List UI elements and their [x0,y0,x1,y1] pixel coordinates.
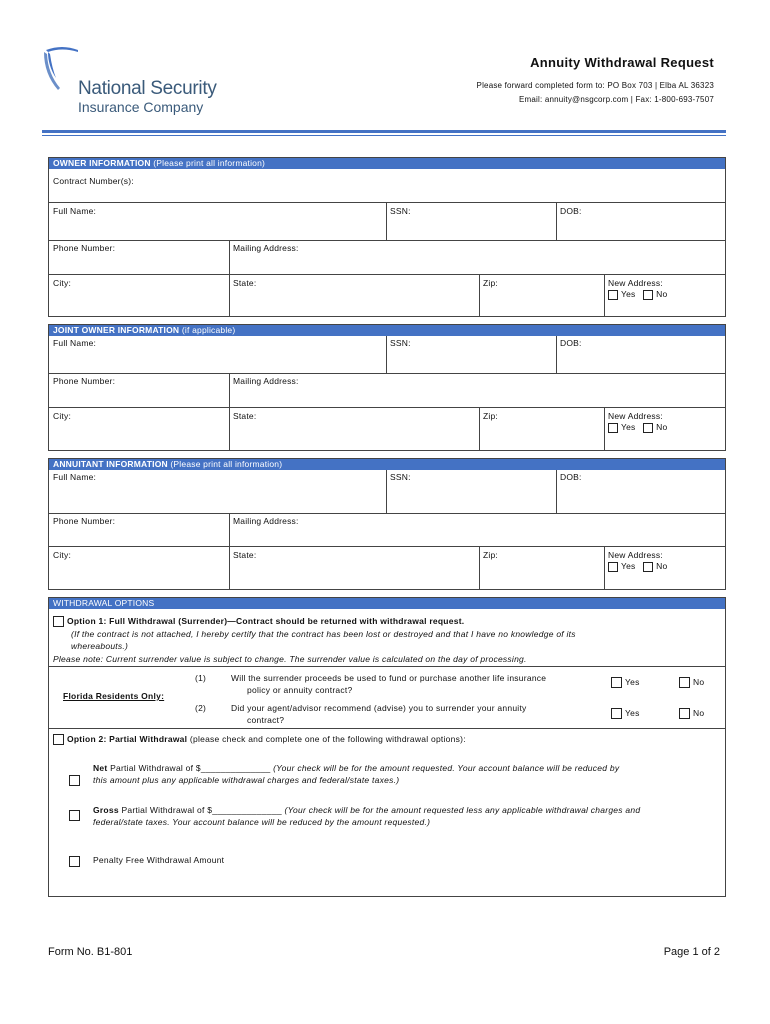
q2-line2: contract? [247,715,285,725]
owner-row-divider [49,202,725,203]
q1-line2: policy or annuity contract? [247,685,353,695]
contact-line: Email: annuity@nsgcorp.com | Fax: 1-800-693-7507 [518,95,714,104]
joint-owner-information-section [48,324,726,451]
annuitant-new-address-label: New Address: [608,550,663,560]
owner-section-header [49,158,725,169]
header-rule-thick [42,130,726,133]
q1-no-label: No [693,677,705,687]
net-label: Net [93,763,108,773]
owner-new-address-options [608,289,667,300]
annuitant-dob-field[interactable]: DOB: [560,472,582,482]
annuitant-phone-field[interactable]: Phone Number: [53,516,116,526]
joint-new-address-no-checkbox[interactable] [643,423,653,433]
net-note-line2: this amount plus any applicable withdrawal charges and federal/state taxes.) [93,775,400,785]
owner-header-title: OWNER INFORMATION [53,158,151,168]
q2-number: (2) [195,703,207,713]
annuitant-header-title: ANNUITANT INFORMATION [53,459,168,469]
penalty-free-withdrawal-label: Penalty Free Withdrawal Amount [93,855,225,865]
owner-ssn-field[interactable]: SSN: [390,206,411,216]
joint-new-address-options [608,422,667,433]
joint-dob-field[interactable]: DOB: [560,338,582,348]
annuitant-ssn-field[interactable]: SSN: [390,472,411,482]
annuitant-row-divider [49,546,725,547]
option1-full-withdrawal-checkbox[interactable] [53,616,64,627]
q2-no-label: No [693,708,705,718]
annuitant-information-section [48,458,726,590]
owner-new-address-yes-checkbox[interactable] [608,290,618,300]
owner-row-divider [49,240,725,241]
joint-zip-field[interactable]: Zip: [483,411,498,421]
option1-note-line2: whereabouts.) [71,641,129,651]
annuitant-full-name-field[interactable]: Full Name: [53,472,97,482]
florida-row-top-divider [49,666,725,667]
divider [229,240,230,317]
net-withdrawal-checkbox[interactable] [69,775,80,786]
divider [604,274,605,317]
option2-partial-withdrawal-checkbox[interactable] [53,734,64,745]
joint-phone-field[interactable]: Phone Number: [53,376,116,386]
annuitant-state-field[interactable]: State: [233,550,257,560]
divider [479,274,480,317]
gross-withdrawal-line1 [93,804,723,816]
joint-row-divider [49,373,725,374]
divider [556,336,557,373]
owner-city-field[interactable]: City: [53,278,71,288]
no-label: No [656,422,668,432]
option2-note: (please check and complete one of the following withdrawal options): [187,734,466,744]
owner-new-address-no-checkbox[interactable] [643,290,653,300]
divider [556,202,557,240]
owner-header-note: (Please print all information) [150,158,266,168]
owner-row-divider [49,274,725,275]
logo-line2: Insurance Company [78,99,204,115]
mailing-address-line: Please forward completed form to: PO Box 703 | Elba AL 36323 [476,81,714,90]
q2-line1: Did your agent/advisor recommend (advise) you to surrender your annuity [231,703,527,713]
net-note-line1: (Your check will be for the amount requested. Your account balance will be reduced by [273,763,620,773]
joint-header-title: JOINT OWNER INFORMATION [53,325,180,335]
option1-note-line1: (If the contract is not attached, I hereby certify that the contract has been lost or destroyed and that I have no knowledge of its [71,629,576,639]
joint-mailing-address-field[interactable]: Mailing Address: [233,376,299,386]
option2-row-top-divider [49,728,725,729]
option2-title-line [67,733,466,745]
q2-no-checkbox[interactable] [679,708,690,719]
annuitant-mailing-address-field[interactable]: Mailing Address: [233,516,299,526]
no-label: No [656,289,668,299]
joint-new-address-label: New Address: [608,411,663,421]
annuitant-zip-field[interactable]: Zip: [483,550,498,560]
option1-title: Option 1: Full Withdrawal (Surrender)—Contract should be returned with withdrawal request. [67,616,465,626]
page-number: Page 1 of 2 [663,946,720,958]
owner-full-name-field[interactable]: Full Name: [53,206,97,216]
penalty-free-withdrawal-checkbox[interactable] [69,856,80,867]
q1-number: (1) [195,673,207,683]
divider [386,336,387,373]
florida-residents-label: Florida Residents Only: [63,691,165,701]
joint-section-header [49,325,725,336]
annuitant-row-divider [49,513,725,514]
form-number: Form No. B1-801 [48,946,133,958]
joint-city-field[interactable]: City: [53,411,71,421]
net-amount-field[interactable]: Partial Withdrawal of $______________ [107,763,274,773]
withdrawal-options-section [48,597,726,897]
joint-ssn-field[interactable]: SSN: [390,338,411,348]
divider [386,202,387,240]
q2-yes-label: Yes [625,708,640,718]
owner-state-field[interactable]: State: [233,278,257,288]
gross-withdrawal-checkbox[interactable] [69,810,80,821]
option2-title: Option 2: Partial Withdrawal [67,734,188,744]
joint-full-name-field[interactable]: Full Name: [53,338,97,348]
owner-dob-field[interactable]: DOB: [560,206,582,216]
no-label: No [656,561,668,571]
divider [604,407,605,451]
gross-amount-field[interactable]: Partial Withdrawal of $______________ [118,805,285,815]
annuitant-new-address-yes-checkbox[interactable] [608,562,618,572]
owner-zip-field[interactable]: Zip: [483,278,498,288]
q1-line1: Will the surrender proceeds be used to fund or purchase another life insurance [231,673,547,683]
annuitant-section-header [49,459,725,470]
owner-information-section [48,157,726,317]
divider [604,546,605,590]
owner-new-address-label: New Address: [608,278,663,288]
divider [556,470,557,513]
contract-number-field[interactable]: Contract Number(s): [53,176,134,186]
withdrawal-section-header: WITHDRAWAL OPTIONS [49,598,725,609]
joint-new-address-yes-checkbox[interactable] [608,423,618,433]
owner-phone-field[interactable]: Phone Number: [53,243,116,253]
joint-header-note: (if applicable) [179,325,236,335]
annuitant-new-address-no-checkbox[interactable] [643,562,653,572]
option1-note-line3: Please note: Current surrender value is subject to change. The surrender value is calculated on the day of processing. [53,654,527,664]
gross-note-line1: (Your check will be for the amount requested less any applicable withdrawal charges and [284,805,641,815]
q1-yes-checkbox[interactable] [611,677,622,688]
yes-label: Yes [621,289,636,299]
net-withdrawal-line1 [93,762,723,774]
annuitant-header-note: (Please print all information) [167,459,283,469]
form-title: Annuity Withdrawal Request [530,55,714,70]
divider [479,546,480,590]
divider [386,470,387,513]
joint-row-divider [49,407,725,408]
yes-label: Yes [621,422,636,432]
logo-line1: National Security [78,78,217,99]
divider [229,373,230,451]
joint-state-field[interactable]: State: [233,411,257,421]
gross-label: Gross [93,805,119,815]
gross-note-line2: federal/state taxes. Your account balance will be reduced by the amount requested.) [93,817,431,827]
header-rule-thin [42,135,726,136]
divider [229,513,230,590]
q1-yes-label: Yes [625,677,640,687]
q2-yes-checkbox[interactable] [611,708,622,719]
yes-label: Yes [621,561,636,571]
divider [479,407,480,451]
annuitant-new-address-options [608,561,667,572]
company-logo [42,46,242,116]
owner-mailing-address-field[interactable]: Mailing Address: [233,243,299,253]
shield-logo-icon [42,46,82,96]
annuitant-city-field[interactable]: City: [53,550,71,560]
q1-no-checkbox[interactable] [679,677,690,688]
